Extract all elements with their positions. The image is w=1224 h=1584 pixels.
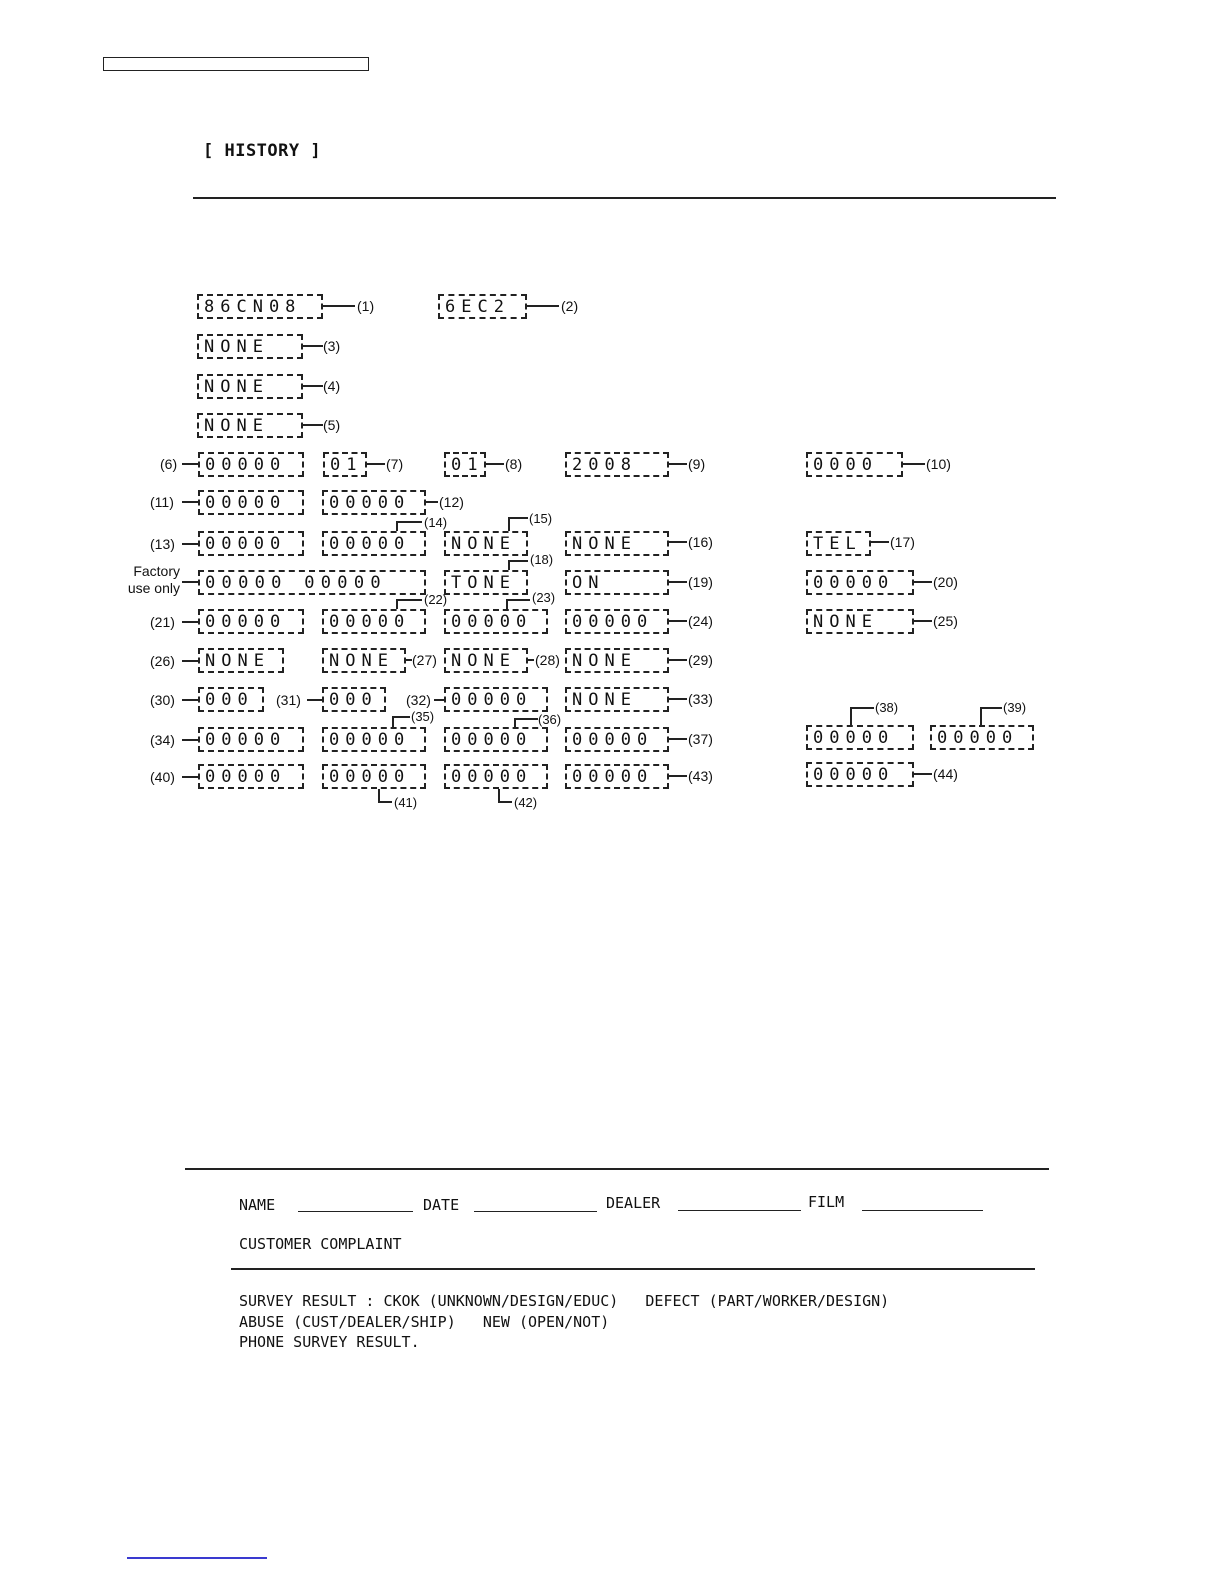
leader-14h bbox=[396, 521, 422, 523]
field-box-14: 00000 bbox=[322, 531, 426, 556]
leader-1 bbox=[323, 305, 355, 307]
field-label-1: (1) bbox=[357, 298, 375, 314]
field-label-43: (43) bbox=[688, 768, 713, 784]
form-divider-top bbox=[185, 1168, 1049, 1170]
field-label-13: (13) bbox=[150, 536, 175, 552]
leader-15v bbox=[508, 517, 510, 531]
leader-9 bbox=[669, 463, 687, 465]
field-label-4: (4) bbox=[323, 378, 341, 394]
field-box-34: 00000 bbox=[198, 727, 304, 752]
field-box-17: TEL bbox=[806, 531, 871, 556]
field-label-19: (19) bbox=[688, 574, 713, 590]
leader-7 bbox=[367, 463, 385, 465]
field-label-8: (8) bbox=[505, 456, 523, 472]
field-box-44: 00000 bbox=[806, 762, 914, 787]
field-box-2: 6EC2 bbox=[438, 294, 527, 319]
field-label-31: (31) bbox=[276, 692, 301, 708]
field-box-23: 00000 bbox=[444, 609, 548, 634]
leader-15h bbox=[508, 517, 528, 519]
leader-16 bbox=[669, 541, 687, 543]
leader-29 bbox=[669, 659, 687, 661]
field-box-3: NONE bbox=[197, 334, 303, 359]
field-label-9: (9) bbox=[688, 456, 706, 472]
leader-23h bbox=[506, 599, 530, 601]
form-date-label: DATE bbox=[423, 1196, 460, 1214]
leader-factory bbox=[182, 581, 198, 583]
form-name-label: NAME bbox=[239, 1196, 276, 1214]
leader-35h bbox=[392, 716, 410, 718]
field-label-10: (10) bbox=[926, 456, 951, 472]
field-box-7: 01 bbox=[323, 452, 367, 477]
page-title: [ HISTORY ] bbox=[203, 141, 322, 161]
field-box-12: 00000 bbox=[322, 490, 426, 515]
leader-31 bbox=[307, 699, 322, 701]
field-label-7: (7) bbox=[386, 456, 404, 472]
field-box-43: 00000 bbox=[565, 764, 669, 789]
field-box-29: NONE bbox=[565, 648, 669, 673]
field-label-17: (17) bbox=[890, 534, 915, 550]
field-label-23: (23) bbox=[532, 590, 556, 605]
form-date-blank bbox=[474, 1211, 597, 1212]
leader-2 bbox=[527, 305, 559, 307]
leader-22h bbox=[396, 599, 422, 601]
field-label-40: (40) bbox=[150, 769, 175, 785]
leader-38v bbox=[850, 707, 852, 725]
form-film-label: FILM bbox=[808, 1193, 845, 1211]
field-box-41: 00000 bbox=[322, 764, 426, 789]
field-label-37: (37) bbox=[688, 731, 713, 747]
field-box-31: 000 bbox=[322, 687, 386, 712]
field-label-6: (6) bbox=[160, 456, 178, 472]
field-label-28: (28) bbox=[535, 652, 560, 668]
leader-25 bbox=[914, 620, 932, 622]
field-label-15: (15) bbox=[529, 511, 553, 526]
leader-12 bbox=[426, 501, 438, 503]
field-box-16: NONE bbox=[565, 531, 669, 556]
form-dealer-blank bbox=[678, 1210, 801, 1211]
form-abuse: ABUSE (CUST/DEALER/SHIP) NEW (OPEN/NOT) bbox=[239, 1313, 610, 1331]
leader-19 bbox=[669, 581, 687, 583]
leader-36h bbox=[514, 718, 538, 720]
factory-note-line2: use only bbox=[127, 580, 180, 596]
leader-37 bbox=[669, 738, 687, 740]
field-label-42: (42) bbox=[514, 795, 538, 810]
leader-4 bbox=[303, 385, 323, 387]
field-label-16: (16) bbox=[688, 534, 713, 550]
form-name-blank bbox=[298, 1211, 413, 1212]
field-box-32: 00000 bbox=[444, 687, 548, 712]
field-label-33: (33) bbox=[688, 691, 713, 707]
field-box-21: 00000 bbox=[198, 609, 304, 634]
leader-40 bbox=[182, 776, 198, 778]
leader-5 bbox=[303, 424, 323, 426]
leader-3 bbox=[303, 345, 323, 347]
field-box-factory: 00000 00000 bbox=[198, 570, 426, 595]
field-box-10: 0000 bbox=[806, 452, 903, 477]
leader-39v bbox=[980, 707, 982, 725]
field-label-41: (41) bbox=[394, 795, 418, 810]
form-complaint-label: CUSTOMER COMPLAINT bbox=[239, 1235, 402, 1253]
field-box-9: 2008 bbox=[565, 452, 669, 477]
leader-42h bbox=[498, 801, 512, 803]
field-label-32: (32) bbox=[406, 692, 431, 708]
field-label-39: (39) bbox=[1003, 700, 1027, 715]
field-label-2: (2) bbox=[561, 298, 579, 314]
field-box-38: 00000 bbox=[806, 725, 914, 750]
field-label-20: (20) bbox=[933, 574, 958, 590]
field-box-5: NONE bbox=[197, 413, 303, 438]
field-label-25: (25) bbox=[933, 613, 958, 629]
form-phone-survey: PHONE SURVEY RESULT. bbox=[239, 1333, 420, 1351]
field-box-28: NONE bbox=[444, 648, 528, 673]
field-box-35: 00000 bbox=[322, 727, 426, 752]
field-label-44: (44) bbox=[933, 766, 958, 782]
field-label-14: (14) bbox=[424, 515, 448, 530]
leader-30 bbox=[182, 699, 198, 701]
field-label-21: (21) bbox=[150, 614, 175, 630]
top-divider bbox=[193, 197, 1056, 199]
field-box-24: 00000 bbox=[565, 609, 669, 634]
field-box-37: 00000 bbox=[565, 727, 669, 752]
leader-6 bbox=[182, 463, 198, 465]
leader-13 bbox=[182, 543, 198, 545]
factory-note-line1: Factory bbox=[133, 563, 180, 579]
field-box-30: 000 bbox=[198, 687, 264, 712]
field-box-27: NONE bbox=[322, 648, 406, 673]
leader-10 bbox=[903, 463, 925, 465]
field-label-24: (24) bbox=[688, 613, 713, 629]
field-label-26: (26) bbox=[150, 653, 175, 669]
field-box-1: 86CN08 bbox=[197, 294, 323, 319]
field-box-33: NONE bbox=[565, 687, 669, 712]
field-label-5: (5) bbox=[323, 417, 341, 433]
header-box bbox=[103, 57, 369, 71]
field-box-13: 00000 bbox=[198, 531, 304, 556]
field-label-38: (38) bbox=[875, 700, 899, 715]
leader-39h bbox=[980, 707, 1002, 709]
leader-17 bbox=[871, 541, 889, 543]
form-survey-result: SURVEY RESULT : CKOK (UNKNOWN/DESIGN/EDUC) DEFECT (PART/WORKER/DESIGN) bbox=[239, 1292, 890, 1310]
leader-20 bbox=[914, 581, 932, 583]
leader-26 bbox=[182, 660, 198, 662]
field-label-11: (11) bbox=[150, 494, 174, 510]
leader-18h bbox=[508, 560, 528, 562]
field-label-3: (3) bbox=[323, 338, 341, 354]
field-box-42: 00000 bbox=[444, 764, 548, 789]
field-label-36: (36) bbox=[538, 712, 562, 727]
field-box-25: NONE bbox=[806, 609, 914, 634]
leader-24 bbox=[669, 620, 687, 622]
field-label-29: (29) bbox=[688, 652, 713, 668]
field-box-36: 00000 bbox=[444, 727, 548, 752]
field-label-12: (12) bbox=[439, 494, 464, 510]
field-box-39: 00000 bbox=[930, 725, 1034, 750]
leader-33 bbox=[669, 698, 687, 700]
form-divider-mid bbox=[231, 1268, 1035, 1270]
leader-38h bbox=[850, 707, 874, 709]
field-box-4: NONE bbox=[197, 374, 303, 399]
field-box-18: TONE bbox=[444, 570, 528, 595]
field-label-27: (27) bbox=[412, 652, 437, 668]
field-box-8: 01 bbox=[444, 452, 486, 477]
field-box-26: NONE bbox=[198, 648, 284, 673]
leader-32 bbox=[434, 699, 444, 701]
field-box-6: 00000 bbox=[198, 452, 304, 477]
field-box-40: 00000 bbox=[198, 764, 304, 789]
leader-41h bbox=[378, 801, 392, 803]
field-box-15: NONE bbox=[444, 531, 528, 556]
field-label-34: (34) bbox=[150, 732, 175, 748]
leader-8 bbox=[486, 463, 504, 465]
factory-note bbox=[112, 563, 180, 597]
leader-43 bbox=[669, 775, 687, 777]
form-film-blank bbox=[862, 1210, 983, 1211]
leader-21 bbox=[182, 621, 198, 623]
field-label-22: (22) bbox=[424, 592, 448, 607]
footer-link-underline bbox=[127, 1557, 267, 1559]
field-label-30: (30) bbox=[150, 692, 175, 708]
leader-34 bbox=[182, 739, 198, 741]
leader-28 bbox=[528, 659, 534, 661]
field-box-20: 00000 bbox=[806, 570, 914, 595]
field-label-18: (18) bbox=[530, 552, 554, 567]
leader-11 bbox=[182, 501, 198, 503]
field-box-22: 00000 bbox=[322, 609, 426, 634]
field-label-35: (35) bbox=[411, 709, 435, 724]
field-box-11: 00000 bbox=[198, 490, 304, 515]
leader-44 bbox=[914, 773, 932, 775]
field-box-19: ON bbox=[565, 570, 669, 595]
form-dealer-label: DEALER bbox=[606, 1194, 661, 1212]
